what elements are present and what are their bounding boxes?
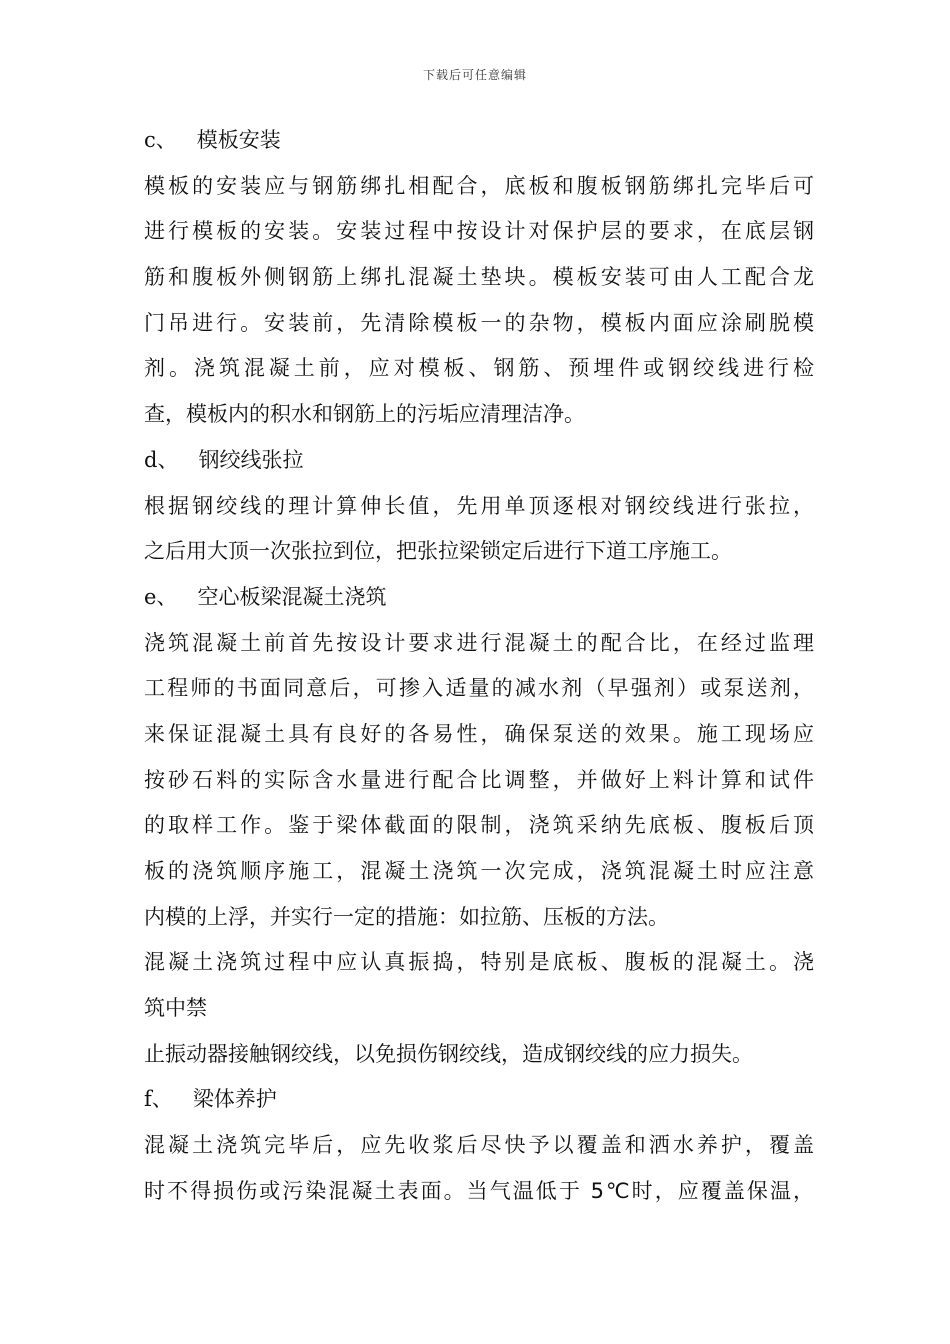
section-marker: e、 [144,584,178,609]
body-text-line: 之后用大顶一次张拉到位，把张拉梁锁定后进行下道工序施工。 [144,539,732,564]
section-heading [144,1077,814,1123]
section-marker: f、 [144,1087,173,1112]
body-text-line: 按砂石料的实际含水量进行配合比调整，并做好上料计算和试件 [144,767,814,792]
body-text-line: 模板的安装应与钢筋绑扎相配合，底板和腹板钢筋绑扎完毕后可 [144,173,814,198]
body-text-line: 混凝土浇筑过程中应认真振捣，特别是底板、腹板的混凝土。浇 [144,950,814,975]
section-title: 梁体养护 [192,1087,277,1112]
section-marker: d、 [144,447,179,472]
body-text-line: 来保证混凝土具有良好的各易性，确保泵送的效果。施工现场应 [144,721,814,746]
body-text-line: 查，模板内的积水和钢筋上的污垢应清理洁净。 [144,402,585,427]
page-header: 下载后可任意编辑 [422,68,527,82]
body-text-line: 门吊进行。安装前，先清除模板一的杂物，模板内面应涂刷脱模 [144,310,814,335]
body-text-line: 板的浇筑顺序施工，混凝土浇筑一次完成，浇筑混凝土时应注意 [144,859,814,883]
section-title: 模板安装 [196,128,281,152]
body-text-line: 的取样工作。鉴于梁体截面的限制，浇筑采纳先底板、腹板后顶 [144,813,814,838]
body-text-line: 止振动器接触钢绞线，以免损伤钢绞线，造成钢绞线的应力损失。 [144,1041,753,1066]
body-text-line: 浇筑混凝土前首先按设计要求进行混凝土的配合比，在经过监理 [144,630,814,655]
body-text-line: 工程师的书面同意后，可掺入适量的减水剂（早强剂）或泵送剂， [144,676,814,701]
body-text-line: 进行模板的安装。安装过程中按设计对保护层的要求，在底层钢 [144,219,814,244]
body-text-line: 筋和腹板外侧钢筋上绑扎混凝土垫块。模板安装可由人工配合龙 [144,265,814,290]
body-text-line: 时不得损伤或污染混凝土表面。当气温低于 5℃时，应覆盖保温， [144,1178,814,1203]
section-title: 空心板梁混凝土浇筑 [197,584,387,609]
section-marker: c、 [144,128,177,152]
body-text-line: 根据钢绞线的理计算伸长值，先用单顶逐根对钢绞线进行张拉， [144,493,814,518]
body-text-line: 筑中禁 [144,996,207,1021]
section-title: 钢绞线张拉 [198,447,304,472]
section-heading [144,438,814,484]
body-text-line: 剂。浇筑混凝土前，应对模板、钢筋、预埋件或钢绞线进行检 [144,356,814,381]
document-body [144,118,814,1215]
section-heading [144,118,814,164]
body-text-line: 混凝土浇筑完毕后，应先收浆后尽快予以覆盖和洒水养护，覆盖 [144,1133,814,1158]
section-heading [144,575,814,621]
body-text-line: 内模的上浮，并实行一定的措施：如拉筋、压板的方法。 [144,904,669,929]
